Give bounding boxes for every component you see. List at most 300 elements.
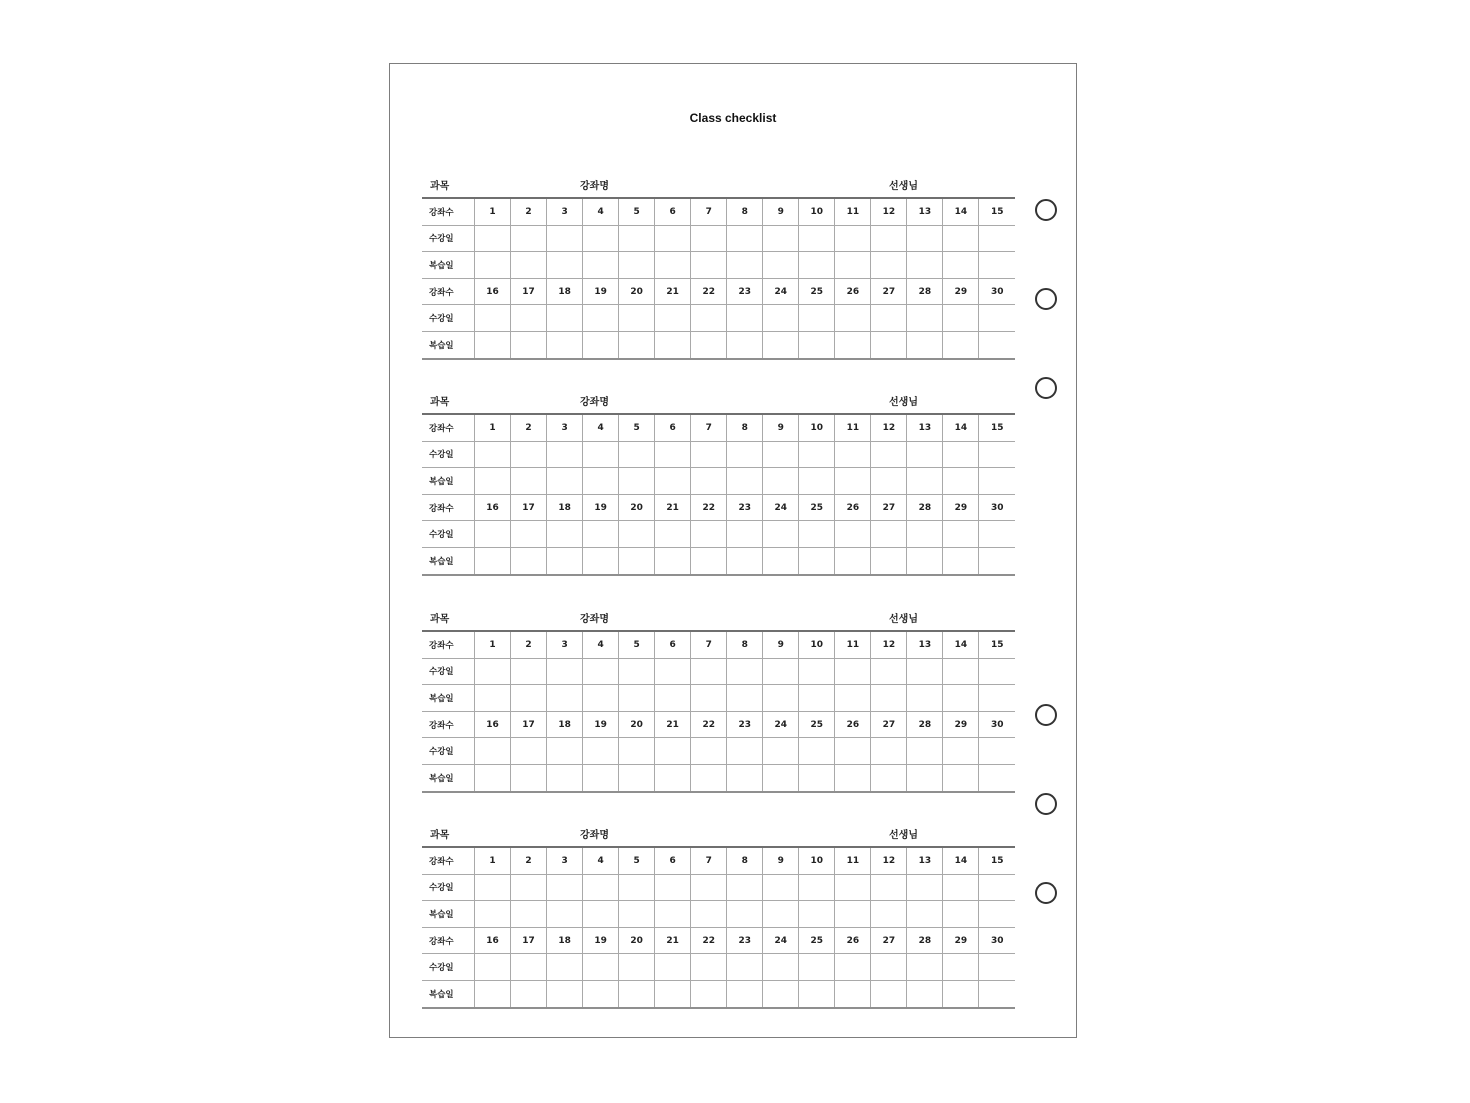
check-cell[interactable]	[547, 874, 583, 901]
check-cell[interactable]	[943, 547, 979, 574]
checklist-block	[422, 393, 1015, 568]
check-cell[interactable]	[547, 331, 583, 358]
check-cell[interactable]	[511, 658, 547, 685]
check-cell[interactable]	[943, 658, 979, 685]
check-cell[interactable]	[907, 764, 943, 791]
check-cell[interactable]	[943, 225, 979, 252]
check-cell[interactable]	[871, 658, 907, 685]
binder-hole-icon	[1035, 793, 1057, 815]
checklist-sheet	[389, 63, 1077, 1038]
check-cell[interactable]	[583, 658, 619, 685]
teacher-label: 선생님	[889, 397, 918, 408]
check-cell[interactable]	[727, 252, 763, 279]
row-label: 수강일	[422, 738, 475, 765]
row-label: 강좌수	[422, 494, 475, 521]
check-cell[interactable]	[727, 468, 763, 495]
check-cell[interactable]	[475, 305, 511, 332]
check-cell[interactable]	[691, 225, 727, 252]
check-cell[interactable]	[547, 685, 583, 712]
check-cell[interactable]	[475, 901, 511, 928]
lecture-number-cell: 3	[547, 847, 583, 874]
check-cell[interactable]	[943, 305, 979, 332]
check-cell[interactable]	[871, 980, 907, 1007]
check-cell[interactable]	[763, 331, 799, 358]
row-label: 복습일	[422, 764, 475, 791]
check-cell[interactable]	[763, 685, 799, 712]
check-cell[interactable]	[691, 764, 727, 791]
check-cell[interactable]	[835, 225, 871, 252]
lecture-number-cell: 25	[799, 494, 835, 521]
check-cell[interactable]	[511, 331, 547, 358]
attend-date-row	[422, 954, 1015, 981]
check-cell[interactable]	[619, 658, 655, 685]
check-cell[interactable]	[799, 331, 835, 358]
check-cell[interactable]	[655, 441, 691, 468]
check-cell[interactable]	[655, 331, 691, 358]
check-cell[interactable]	[475, 685, 511, 712]
check-cell[interactable]	[655, 547, 691, 574]
check-cell[interactable]	[763, 225, 799, 252]
check-cell[interactable]	[907, 547, 943, 574]
check-cell[interactable]	[799, 521, 835, 548]
check-cell[interactable]	[871, 441, 907, 468]
check-cell[interactable]	[475, 547, 511, 574]
lecture-number-cell: 21	[655, 711, 691, 738]
row-label: 수강일	[422, 658, 475, 685]
check-cell[interactable]	[655, 874, 691, 901]
check-cell[interactable]	[907, 225, 943, 252]
check-cell[interactable]	[943, 738, 979, 765]
lecture-number-row	[422, 927, 1015, 954]
check-cell[interactable]	[907, 252, 943, 279]
check-cell[interactable]	[835, 547, 871, 574]
check-cell[interactable]	[799, 980, 835, 1007]
check-cell[interactable]	[835, 738, 871, 765]
check-cell[interactable]	[799, 738, 835, 765]
check-cell[interactable]	[655, 954, 691, 981]
check-cell[interactable]	[655, 685, 691, 712]
row-label: 수강일	[422, 874, 475, 901]
lecture-number-cell: 22	[691, 494, 727, 521]
check-cell[interactable]	[835, 874, 871, 901]
checklist-block	[422, 610, 1015, 785]
check-cell[interactable]	[547, 980, 583, 1007]
check-cell[interactable]	[979, 738, 1015, 765]
check-cell[interactable]	[727, 225, 763, 252]
check-cell[interactable]	[583, 331, 619, 358]
check-cell[interactable]	[475, 441, 511, 468]
check-cell[interactable]	[619, 305, 655, 332]
check-cell[interactable]	[511, 441, 547, 468]
check-cell[interactable]	[691, 468, 727, 495]
check-cell[interactable]	[871, 954, 907, 981]
lecture-number-cell: 29	[943, 494, 979, 521]
check-cell[interactable]	[691, 547, 727, 574]
check-cell[interactable]	[907, 874, 943, 901]
check-cell[interactable]	[799, 441, 835, 468]
row-label: 복습일	[422, 252, 475, 279]
lecture-number-cell: 21	[655, 494, 691, 521]
check-cell[interactable]	[763, 764, 799, 791]
lecture-number-cell: 26	[835, 494, 871, 521]
check-cell[interactable]	[619, 225, 655, 252]
check-cell[interactable]	[475, 252, 511, 279]
check-cell[interactable]	[655, 305, 691, 332]
check-cell[interactable]	[727, 901, 763, 928]
check-cell[interactable]	[943, 874, 979, 901]
check-cell[interactable]	[583, 685, 619, 712]
check-cell[interactable]	[547, 468, 583, 495]
check-cell[interactable]	[475, 738, 511, 765]
check-cell[interactable]	[727, 331, 763, 358]
lecture-number-cell: 28	[907, 927, 943, 954]
check-cell[interactable]	[907, 901, 943, 928]
check-cell[interactable]	[583, 954, 619, 981]
check-cell[interactable]	[619, 738, 655, 765]
check-cell[interactable]	[943, 901, 979, 928]
check-cell[interactable]	[943, 441, 979, 468]
check-cell[interactable]	[835, 658, 871, 685]
check-cell[interactable]	[583, 305, 619, 332]
check-cell[interactable]	[511, 764, 547, 791]
check-cell[interactable]	[799, 685, 835, 712]
check-cell[interactable]	[547, 225, 583, 252]
check-cell[interactable]	[547, 658, 583, 685]
check-cell[interactable]	[907, 658, 943, 685]
check-cell[interactable]	[475, 658, 511, 685]
lecture-number-cell: 8	[727, 847, 763, 874]
check-cell[interactable]	[619, 331, 655, 358]
check-cell[interactable]	[943, 764, 979, 791]
check-cell[interactable]	[979, 901, 1015, 928]
check-cell[interactable]	[547, 252, 583, 279]
check-cell[interactable]	[583, 521, 619, 548]
check-cell[interactable]	[475, 521, 511, 548]
check-cell[interactable]	[691, 980, 727, 1007]
check-cell[interactable]	[511, 954, 547, 981]
check-cell[interactable]	[691, 738, 727, 765]
check-cell[interactable]	[871, 901, 907, 928]
check-cell[interactable]	[763, 658, 799, 685]
check-cell[interactable]	[943, 468, 979, 495]
check-cell[interactable]	[871, 764, 907, 791]
check-cell[interactable]	[871, 874, 907, 901]
check-cell[interactable]	[835, 305, 871, 332]
lecture-number-cell: 4	[583, 631, 619, 658]
lecture-number-cell: 13	[907, 631, 943, 658]
review-date-row	[422, 764, 1015, 791]
check-cell[interactable]	[943, 521, 979, 548]
check-cell[interactable]	[979, 252, 1015, 279]
check-cell[interactable]	[907, 521, 943, 548]
check-cell[interactable]	[979, 980, 1015, 1007]
check-cell[interactable]	[619, 252, 655, 279]
check-cell[interactable]	[619, 874, 655, 901]
lecture-number-cell: 30	[979, 927, 1015, 954]
check-cell[interactable]	[511, 980, 547, 1007]
check-cell[interactable]	[655, 468, 691, 495]
check-cell[interactable]	[619, 521, 655, 548]
attend-date-row	[422, 738, 1015, 765]
check-cell[interactable]	[763, 468, 799, 495]
check-cell[interactable]	[871, 738, 907, 765]
check-cell[interactable]	[907, 468, 943, 495]
check-cell[interactable]	[871, 547, 907, 574]
check-cell[interactable]	[619, 468, 655, 495]
check-cell[interactable]	[619, 980, 655, 1007]
lecture-number-cell: 29	[943, 927, 979, 954]
check-cell[interactable]	[763, 954, 799, 981]
lecture-number-cell: 28	[907, 278, 943, 305]
check-cell[interactable]	[943, 954, 979, 981]
check-cell[interactable]	[511, 874, 547, 901]
check-cell[interactable]	[727, 685, 763, 712]
check-cell[interactable]	[619, 954, 655, 981]
check-cell[interactable]	[511, 547, 547, 574]
check-cell[interactable]	[979, 874, 1015, 901]
check-cell[interactable]	[691, 874, 727, 901]
check-cell[interactable]	[799, 252, 835, 279]
check-cell[interactable]	[691, 685, 727, 712]
check-cell[interactable]	[871, 252, 907, 279]
check-cell[interactable]	[799, 901, 835, 928]
review-date-row	[422, 901, 1015, 928]
check-cell[interactable]	[871, 685, 907, 712]
check-cell[interactable]	[655, 764, 691, 791]
lecture-name-label: 강좌명	[580, 181, 609, 192]
lecture-number-cell: 15	[979, 631, 1015, 658]
check-cell[interactable]	[547, 305, 583, 332]
lecture-number-cell: 12	[871, 631, 907, 658]
lecture-number-cell: 1	[475, 414, 511, 441]
check-cell[interactable]	[655, 738, 691, 765]
check-cell[interactable]	[547, 738, 583, 765]
check-cell[interactable]	[475, 225, 511, 252]
check-cell[interactable]	[979, 305, 1015, 332]
check-cell[interactable]	[691, 252, 727, 279]
check-cell[interactable]	[583, 764, 619, 791]
check-cell[interactable]	[835, 468, 871, 495]
check-cell[interactable]	[547, 764, 583, 791]
check-cell[interactable]	[979, 954, 1015, 981]
check-cell[interactable]	[835, 331, 871, 358]
check-cell[interactable]	[727, 547, 763, 574]
check-cell[interactable]	[943, 252, 979, 279]
lecture-number-cell: 19	[583, 494, 619, 521]
check-cell[interactable]	[835, 252, 871, 279]
lecture-number-cell: 8	[727, 631, 763, 658]
check-cell[interactable]	[979, 468, 1015, 495]
check-cell[interactable]	[583, 547, 619, 574]
lecture-number-cell: 4	[583, 414, 619, 441]
check-cell[interactable]	[979, 547, 1015, 574]
check-cell[interactable]	[619, 441, 655, 468]
check-cell[interactable]	[835, 901, 871, 928]
check-cell[interactable]	[583, 225, 619, 252]
lecture-number-cell: 16	[475, 494, 511, 521]
check-cell[interactable]	[547, 901, 583, 928]
check-cell[interactable]	[799, 658, 835, 685]
check-cell[interactable]	[763, 441, 799, 468]
check-cell[interactable]	[799, 225, 835, 252]
check-cell[interactable]	[691, 521, 727, 548]
check-cell[interactable]	[619, 901, 655, 928]
check-cell[interactable]	[907, 305, 943, 332]
teacher-label: 선생님	[889, 181, 918, 192]
check-cell[interactable]	[799, 764, 835, 791]
lecture-number-cell: 1	[475, 198, 511, 225]
lecture-number-cell: 17	[511, 927, 547, 954]
check-cell[interactable]	[583, 738, 619, 765]
row-label: 수강일	[422, 441, 475, 468]
check-cell[interactable]	[763, 874, 799, 901]
check-cell[interactable]	[979, 685, 1015, 712]
check-cell[interactable]	[547, 954, 583, 981]
lecture-number-cell: 18	[547, 494, 583, 521]
check-cell[interactable]	[979, 225, 1015, 252]
check-cell[interactable]	[763, 901, 799, 928]
lecture-number-cell: 6	[655, 847, 691, 874]
check-cell[interactable]	[583, 252, 619, 279]
check-cell[interactable]	[727, 441, 763, 468]
lecture-number-cell: 9	[763, 414, 799, 441]
checklist-grid	[422, 197, 1015, 360]
check-cell[interactable]	[583, 980, 619, 1007]
check-cell[interactable]	[511, 305, 547, 332]
check-cell[interactable]	[763, 547, 799, 574]
check-cell[interactable]	[655, 252, 691, 279]
check-cell[interactable]	[619, 764, 655, 791]
check-cell[interactable]	[871, 225, 907, 252]
check-cell[interactable]	[727, 658, 763, 685]
row-label: 수강일	[422, 305, 475, 332]
lecture-name-label: 강좌명	[580, 397, 609, 408]
check-cell[interactable]	[943, 685, 979, 712]
check-cell[interactable]	[799, 954, 835, 981]
check-cell[interactable]	[979, 764, 1015, 791]
check-cell[interactable]	[547, 547, 583, 574]
check-cell[interactable]	[727, 521, 763, 548]
check-cell[interactable]	[655, 980, 691, 1007]
check-cell[interactable]	[835, 685, 871, 712]
review-date-row	[422, 252, 1015, 279]
check-cell[interactable]	[583, 468, 619, 495]
check-cell[interactable]	[799, 547, 835, 574]
check-cell[interactable]	[511, 252, 547, 279]
check-cell[interactable]	[655, 521, 691, 548]
check-cell[interactable]	[727, 980, 763, 1007]
check-cell[interactable]	[907, 954, 943, 981]
check-cell[interactable]	[475, 954, 511, 981]
check-cell[interactable]	[655, 658, 691, 685]
lecture-number-cell: 3	[547, 198, 583, 225]
check-cell[interactable]	[691, 331, 727, 358]
checklist-grid	[422, 630, 1015, 793]
check-cell[interactable]	[727, 874, 763, 901]
check-cell[interactable]	[619, 547, 655, 574]
check-cell[interactable]	[727, 738, 763, 765]
check-cell[interactable]	[871, 521, 907, 548]
check-cell[interactable]	[655, 901, 691, 928]
check-cell[interactable]	[763, 305, 799, 332]
check-cell[interactable]	[835, 764, 871, 791]
check-cell[interactable]	[979, 441, 1015, 468]
check-cell[interactable]	[907, 685, 943, 712]
lecture-number-row	[422, 278, 1015, 305]
check-cell[interactable]	[907, 331, 943, 358]
check-cell[interactable]	[511, 521, 547, 548]
check-cell[interactable]	[727, 954, 763, 981]
check-cell[interactable]	[691, 305, 727, 332]
lecture-number-cell: 5	[619, 631, 655, 658]
check-cell[interactable]	[547, 521, 583, 548]
check-cell[interactable]	[691, 954, 727, 981]
check-cell[interactable]	[835, 521, 871, 548]
check-cell[interactable]	[619, 685, 655, 712]
lecture-number-cell: 20	[619, 927, 655, 954]
check-cell[interactable]	[691, 658, 727, 685]
check-cell[interactable]	[727, 305, 763, 332]
check-cell[interactable]	[583, 901, 619, 928]
check-cell[interactable]	[907, 980, 943, 1007]
check-cell[interactable]	[475, 468, 511, 495]
check-cell[interactable]	[871, 305, 907, 332]
check-cell[interactable]	[835, 954, 871, 981]
row-label: 강좌수	[422, 278, 475, 305]
check-cell[interactable]	[799, 305, 835, 332]
check-cell[interactable]	[763, 980, 799, 1007]
check-cell[interactable]	[511, 738, 547, 765]
check-cell[interactable]	[727, 764, 763, 791]
check-cell[interactable]	[799, 874, 835, 901]
check-cell[interactable]	[799, 468, 835, 495]
check-cell[interactable]	[547, 441, 583, 468]
check-cell[interactable]	[475, 764, 511, 791]
check-cell[interactable]	[691, 441, 727, 468]
check-cell[interactable]	[835, 980, 871, 1007]
check-cell[interactable]	[907, 738, 943, 765]
check-cell[interactable]	[979, 521, 1015, 548]
check-cell[interactable]	[871, 331, 907, 358]
check-cell[interactable]	[763, 738, 799, 765]
check-cell[interactable]	[511, 225, 547, 252]
check-cell[interactable]	[871, 468, 907, 495]
teacher-label: 선생님	[889, 614, 918, 625]
check-cell[interactable]	[835, 441, 871, 468]
check-cell[interactable]	[943, 331, 979, 358]
lecture-number-cell: 13	[907, 847, 943, 874]
check-cell[interactable]	[583, 874, 619, 901]
check-cell[interactable]	[475, 331, 511, 358]
check-cell[interactable]	[475, 874, 511, 901]
lecture-number-cell: 28	[907, 494, 943, 521]
check-cell[interactable]	[691, 901, 727, 928]
check-cell[interactable]	[475, 980, 511, 1007]
lecture-number-cell: 14	[943, 847, 979, 874]
check-cell[interactable]	[511, 901, 547, 928]
check-cell[interactable]	[511, 685, 547, 712]
check-cell[interactable]	[979, 658, 1015, 685]
check-cell[interactable]	[655, 225, 691, 252]
check-cell[interactable]	[943, 980, 979, 1007]
check-cell[interactable]	[763, 521, 799, 548]
check-cell[interactable]	[979, 331, 1015, 358]
check-cell[interactable]	[907, 441, 943, 468]
lecture-number-cell: 10	[799, 631, 835, 658]
check-cell[interactable]	[763, 252, 799, 279]
check-cell[interactable]	[511, 468, 547, 495]
check-cell[interactable]	[583, 441, 619, 468]
